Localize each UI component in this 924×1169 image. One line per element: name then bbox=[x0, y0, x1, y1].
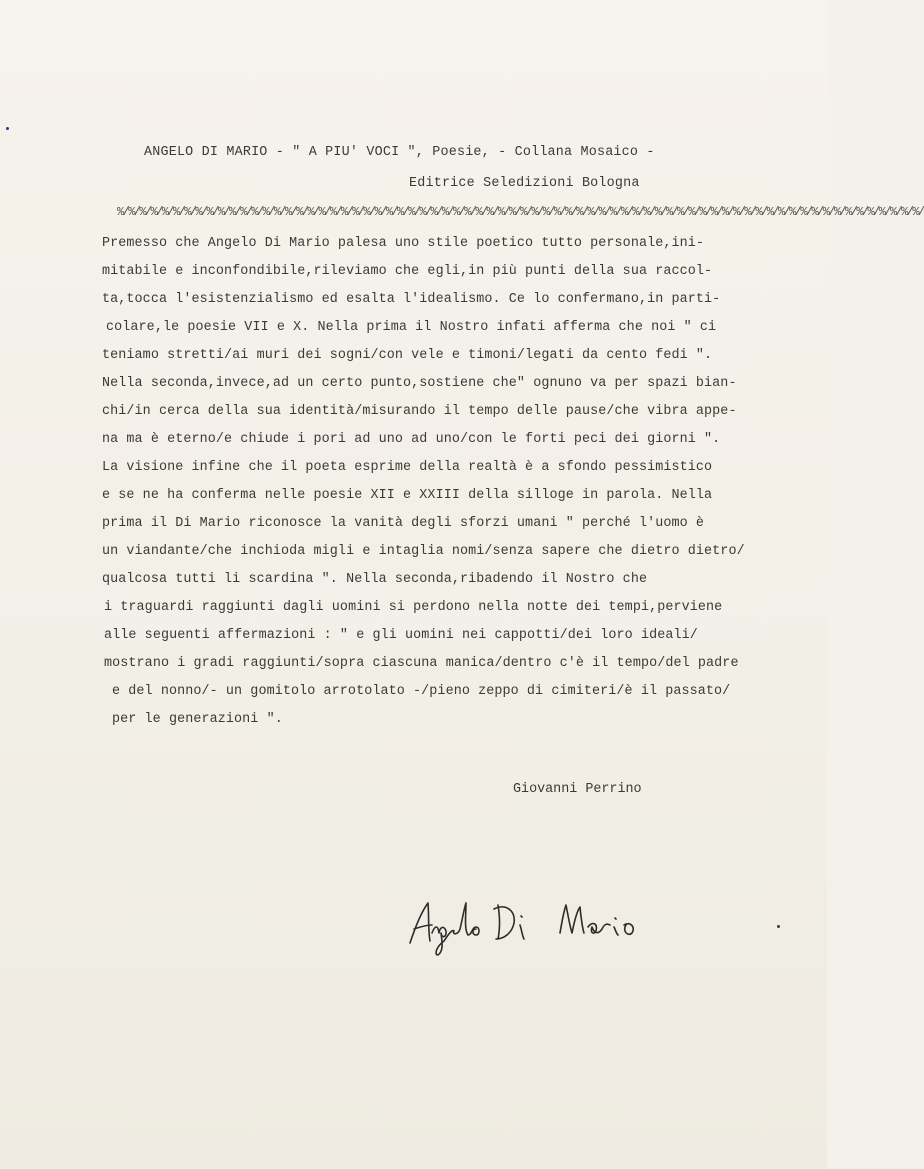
body-line: na ma è eterno/e chiude i pori ad uno ad uno/con le forti peci dei giorni ". bbox=[102, 432, 721, 447]
body-line: per le generazioni ". bbox=[112, 712, 283, 727]
body-line: Nella seconda,invece,ad un certo punto,sostiene che" ognuno va per spazi bian- bbox=[102, 376, 737, 391]
body-line: colare,le poesie VII e X. Nella prima il Nostro infati afferma che noi " ci bbox=[106, 320, 717, 335]
body-line: chi/in cerca della sua identità/misurando il tempo delle pause/che vibra appe- bbox=[102, 404, 737, 419]
body-line: teniamo stretti/ai muri dei sogni/con vele e timoni/legati da cento fedi ". bbox=[102, 348, 713, 363]
body-line: un viandante/che inchioda migli e intaglia nomi/senza sapere che dietro dietro/ bbox=[102, 544, 745, 559]
review-title: ANGELO DI MARIO - " A PIU' VOCI ", Poesie, - Collana Mosaico - bbox=[144, 145, 655, 160]
ink-speck bbox=[6, 127, 9, 130]
body-line: qualcosa tutti li scardina ". Nella seconda,ribadendo il Nostro che bbox=[102, 572, 648, 587]
body-line: mitabile e inconfondibile,rileviamo che egli,in più punti della sua raccol- bbox=[102, 264, 713, 279]
handwritten-signature bbox=[402, 885, 662, 965]
body-line: Premesso che Angelo Di Mario palesa uno stile poetico tutto personale,ini- bbox=[102, 236, 705, 251]
body-line: e del nonno/- un gomitolo arrotolato -/pieno zeppo di cimiteri/è il passato/ bbox=[112, 684, 731, 699]
body-line: alle seguenti affermazioni : " e gli uomini nei cappotti/dei loro ideali/ bbox=[104, 628, 698, 643]
body-line: mostrano i gradi raggiunti/sopra ciascuna manica/dentro c'è il tempo/del padre bbox=[104, 656, 739, 671]
body-line: ta,tocca l'esistenzialismo ed esalta l'idealismo. Ce lo confermano,in parti- bbox=[102, 292, 721, 307]
publisher-line: Editrice Seledizioni Bologna bbox=[409, 176, 640, 191]
body-line: prima il Di Mario riconosce la vanità degli sforzi umani " perché l'uomo è bbox=[102, 516, 705, 531]
author-name: Giovanni Perrino bbox=[513, 782, 642, 797]
body-line: i traguardi raggiunti dagli uomini si perdono nella notte dei tempi,perviene bbox=[104, 600, 723, 615]
body-line: La visione infine che il poeta esprime della realtà è a sfondo pessimistico bbox=[102, 460, 713, 475]
body-line: e se ne ha conferma nelle poesie XII e XXIII della silloge in parola. Nella bbox=[102, 488, 713, 503]
typed-separator-rule: %/%/%/%/%/%/%/%/%/%/%/%/%/%/%/%/%/%/%/%/%/%/%/%/%/%/%/%/%/%/%/%/%/%/%/%/%/%/%/%/%/%/%/%/%/%/%/%/%/%/%/%/%/%/%/%/%/%/%/%/%/%/%/%/%/%/%/%/%/%/%/%/ bbox=[117, 205, 924, 219]
ink-speck bbox=[777, 925, 780, 928]
